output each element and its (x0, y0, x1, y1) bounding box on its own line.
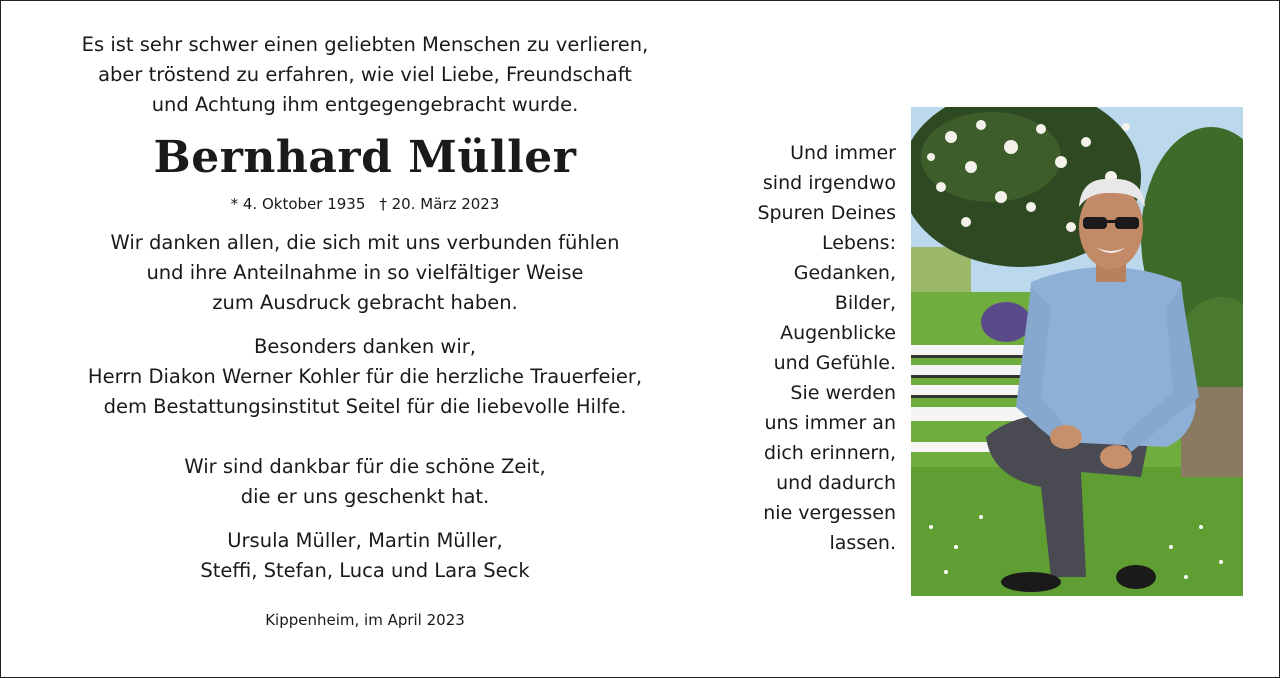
poem-line: Und immer (790, 142, 896, 164)
poem-line: Sie werden (790, 382, 896, 404)
poem-line: lassen. (829, 532, 896, 554)
poem-line: nie vergessen (763, 502, 896, 524)
grateful-text (40, 452, 690, 512)
poem-line: und dadurch (776, 472, 896, 494)
poem-line: uns immer an (764, 412, 896, 434)
thanks-text (40, 228, 690, 318)
poem (757, 138, 896, 558)
poem-line: Lebens: (821, 232, 896, 254)
life-dates (40, 192, 690, 216)
deceased-name: Bernhard Müller (153, 132, 577, 183)
family-line: Ursula Müller, Martin Müller, (227, 529, 503, 552)
poem-line: Gedanken, (793, 262, 896, 284)
special-thanks-line: dem Bestattungsinstitut Seitel für die liebevolle Hilfe. (103, 395, 627, 418)
portrait-illustration (911, 107, 1243, 596)
thanks-line: und ihre Anteilnahme in so vielfältiger Weise (146, 261, 584, 284)
death-date: † 20. März 2023 (379, 195, 500, 213)
poem-line: sind irgendwo (762, 172, 896, 194)
grateful-line: die er uns geschenkt hat. (240, 485, 490, 508)
poem-line: Spuren Deines (757, 202, 896, 224)
grateful-line: Wir sind dankbar für die schöne Zeit, (184, 455, 546, 478)
thanks-line: Wir danken allen, die sich mit uns verbunden fühlen (110, 231, 620, 254)
place-date: Kippenheim, im April 2023 (265, 611, 465, 629)
poem-line: Augenblicke (780, 322, 896, 344)
portrait-photo (911, 107, 1243, 596)
birth-date: * 4. Oktober 1935 (230, 195, 366, 213)
poem-line: Bilder, (834, 292, 896, 314)
intro-text (40, 30, 690, 120)
intro-line: Es ist sehr schwer einen geliebten Menschen zu verlieren, (81, 33, 649, 56)
special-thanks-line: Herrn Diakon Werner Kohler für die herzliche Trauerfeier, (87, 365, 643, 388)
poem-line: dich erinnern, (764, 442, 896, 464)
poem-line: und Gefühle. (773, 352, 896, 374)
main-text-column (40, 30, 690, 647)
intro-line: aber tröstend zu erfahren, wie viel Liebe, Freundschaft (98, 63, 632, 86)
special-thanks-line: Besonders danken wir, (254, 335, 476, 358)
family-line: Steffi, Stefan, Luca und Lara Seck (200, 559, 530, 582)
special-thanks-text (40, 332, 690, 422)
family-names (40, 526, 690, 586)
intro-line: und Achtung ihm entgegengebracht wurde. (151, 93, 579, 116)
thanks-line: zum Ausdruck gebracht haben. (212, 291, 518, 314)
